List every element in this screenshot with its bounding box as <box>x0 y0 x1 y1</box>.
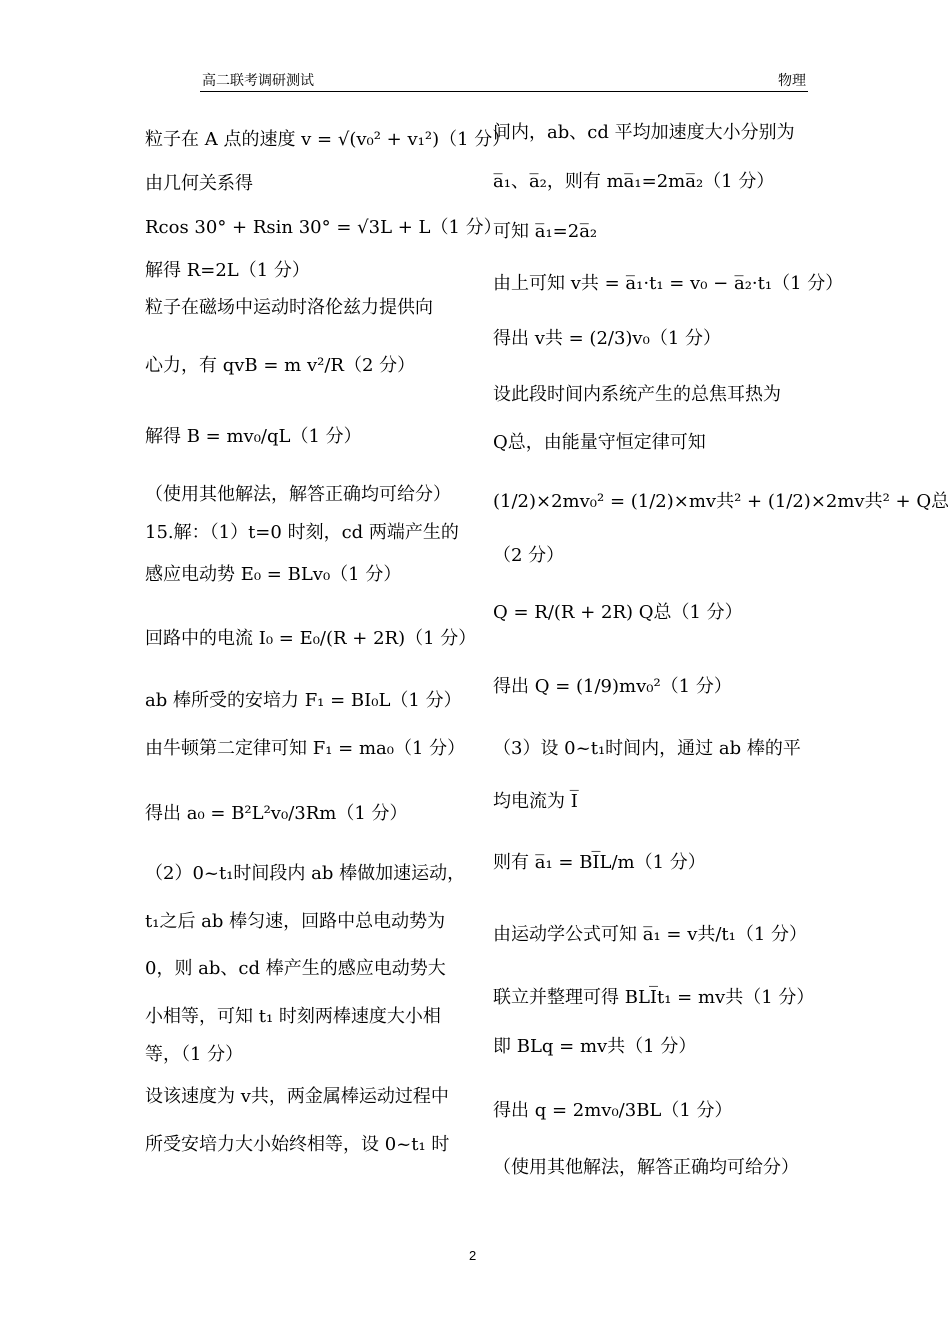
text-line: 粒子在磁场中运动时洛伦兹力提供向 <box>145 297 433 318</box>
text-line: （使用其他解法，解答正确均可给分） <box>493 1157 799 1178</box>
text-line: 可知 a̅₁=2a̅₂ <box>493 221 598 242</box>
text-line: 设该速度为 v共，两金属棒运动过程中 <box>145 1086 449 1107</box>
header-divider <box>200 91 808 92</box>
text-line: （3）设 0~t₁时间内，通过 ab 棒的平 <box>493 738 801 759</box>
text-line: ab 棒所受的安培力 F₁ = BI₀L（1 分） <box>145 690 462 711</box>
text-line: 得出 Q = (1/9)mv₀²（1 分） <box>493 676 732 697</box>
text-line: 粒子在 A 点的速度 v = √(v₀² + v₁²)（1 分） <box>145 129 511 150</box>
text-line: 解得 R=2L（1 分） <box>145 260 310 281</box>
text-line: 所受安培力大小始终相等，设 0~t₁ 时 <box>145 1134 450 1155</box>
text-line: (1/2)×2mv₀² = (1/2)×mv共² + (1/2)×2mv共² + Q总 <box>493 491 950 512</box>
header-subject: 物理 <box>778 73 806 89</box>
text-line: t₁之后 ab 棒匀速，回路中总电动势为 <box>145 911 446 932</box>
text-line: 则有 a̅₁ = BI̅L/m（1 分） <box>493 852 706 873</box>
text-line: 联立并整理可得 BLI̅t₁ = mv共（1 分） <box>493 987 815 1008</box>
text-line: 由牛顿第二定律可知 F₁ = ma₀（1 分） <box>145 738 466 759</box>
text-line: 等，（1 分） <box>145 1044 244 1065</box>
text-line: 回路中的电流 I₀ = E₀/(R + 2R)（1 分） <box>145 628 477 649</box>
text-line: 由几何关系得 <box>145 173 253 194</box>
text-line: （2 分） <box>493 545 565 566</box>
text-line: 间内，ab、cd 平均加速度大小分别为 <box>493 122 795 143</box>
text-line: 感应电动势 E₀ = BLv₀（1 分） <box>145 564 402 585</box>
text-line: 由运动学公式可知 a̅₁ = v共/t₁（1 分） <box>493 924 808 945</box>
text-line: 15.解：（1）t=0 时刻，cd 两端产生的 <box>145 522 459 543</box>
text-line: Q总，由能量守恒定律可知 <box>493 432 706 453</box>
page-number: 2 <box>469 1248 477 1263</box>
text-line: （2）0~t₁时间段内 ab 棒做加速运动， <box>145 863 466 884</box>
text-line: 得出 a₀ = B²L²v₀/3Rm（1 分） <box>145 803 408 824</box>
text-line: 均电流为 I̅ <box>493 791 578 812</box>
text-line: a̅₁、a̅₂，则有 ma̅₁=2ma̅₂（1 分） <box>493 171 775 192</box>
text-line: 小相等，可知 t₁ 时刻两棒速度大小相 <box>145 1006 441 1027</box>
text-line: 心力，有 qvB = m v²/R（2 分） <box>145 355 416 376</box>
text-line: 得出 v共 = (2/3)v₀（1 分） <box>493 328 721 349</box>
text-line: 0，则 ab、cd 棒产生的感应电动势大 <box>145 958 446 979</box>
text-line: 解得 B = mv₀/qL（1 分） <box>145 426 362 447</box>
text-line: （使用其他解法，解答正确均可给分） <box>145 484 451 505</box>
text-line: 由上可知 v共 = a̅₁·t₁ = v₀ − a̅₂·t₁（1 分） <box>493 273 844 294</box>
text-line: Q = R/(R + 2R) Q总（1 分） <box>493 602 743 623</box>
text-line: Rcos 30° + Rsin 30° = √3L + L（1 分） <box>145 217 502 238</box>
text-line: 即 BLq = mv共（1 分） <box>493 1036 697 1057</box>
header-title: 高二联考调研测试 <box>202 73 314 89</box>
text-line: 得出 q = 2mv₀/3BL（1 分） <box>493 1100 733 1121</box>
text-line: 设此段时间内系统产生的总焦耳热为 <box>493 384 781 405</box>
